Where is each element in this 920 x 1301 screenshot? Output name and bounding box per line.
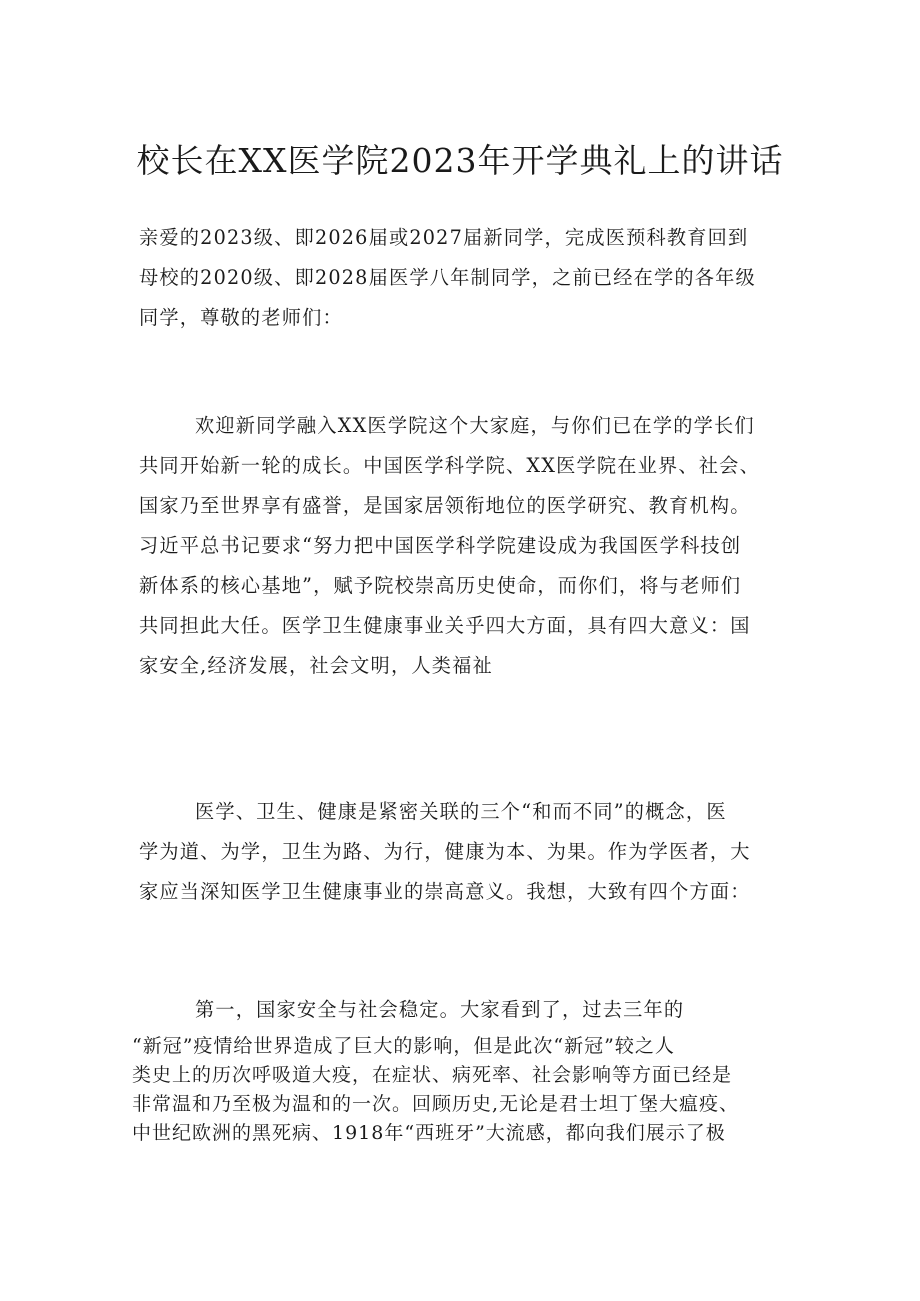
greeting-paragraph: [139, 218, 799, 338]
text-line: 国家乃至世界享有盛誉，是国家居领衔地位的医学研究、教育机构。: [139, 494, 751, 517]
text-line: 欢迎新同学融入XX医学院这个大家庭，与你们已在学的学长们: [195, 414, 755, 437]
paragraph-welcome: [139, 406, 799, 686]
text-line: 家安全,经济发展，社会文明，人类福祉: [139, 654, 493, 677]
paragraph-national-security: [132, 1032, 800, 1148]
text-line: 中世纪欧洲的黑死病、1918年“西班牙”大流感，都向我们展示了极: [132, 1122, 726, 1144]
text-line: 亲爱的2023级、即2026届或2027届新同学，完成医预科教育回到: [139, 226, 749, 249]
text-line: 同学，尊敬的老师们：: [139, 306, 343, 329]
text-line: 家应当深知医学卫生健康事业的崇高意义。我想，大致有四个方面：: [139, 880, 751, 903]
text-line: 医学、卫生、健康是紧密关联的三个“和而不同”的概念，医: [195, 800, 727, 823]
text-line: 类史上的历次呼吸道大疫，在症状、病死率、社会影响等方面已经是: [132, 1064, 733, 1086]
text-line: 非常温和乃至极为温和的一次。回顾历史,无论是君士坦丁堡大瘟疫、: [132, 1093, 740, 1115]
text-line: 第一，国家安全与社会稳定。大家看到了，过去三年的: [195, 998, 685, 1021]
text-line: 习近平总书记要求“努力把中国医学科学院建设成为我国医学科技创: [139, 534, 742, 557]
text-line: “新冠”疫情给世界造成了巨大的影响，但是此次“新冠”较之人: [132, 1035, 675, 1057]
text-line: 共同担此大任。医学卫生健康事业关乎四大方面，具有四大意义：国: [139, 614, 751, 637]
text-line: 母校的2020级、即2028届医学八年制同学，之前已经在学的各年级: [139, 266, 756, 289]
text-line: 新体系的核心基地”，赋予院校崇高历史使命，而你们，将与老师们: [139, 574, 742, 597]
document-title: 校长在XX医学院2023年开学典礼上的讲话: [136, 141, 784, 180]
text-line: 学为道、为学，卫生为路、为行，健康为本、为果。作为学医者，大: [139, 840, 751, 863]
text-line: 共同开始新一轮的成长。中国医学科学院、XX医学院在业界、社会、: [139, 454, 760, 477]
paragraph-national-security-lead: [139, 990, 799, 1030]
paragraph-medicine-concepts: [139, 792, 799, 912]
